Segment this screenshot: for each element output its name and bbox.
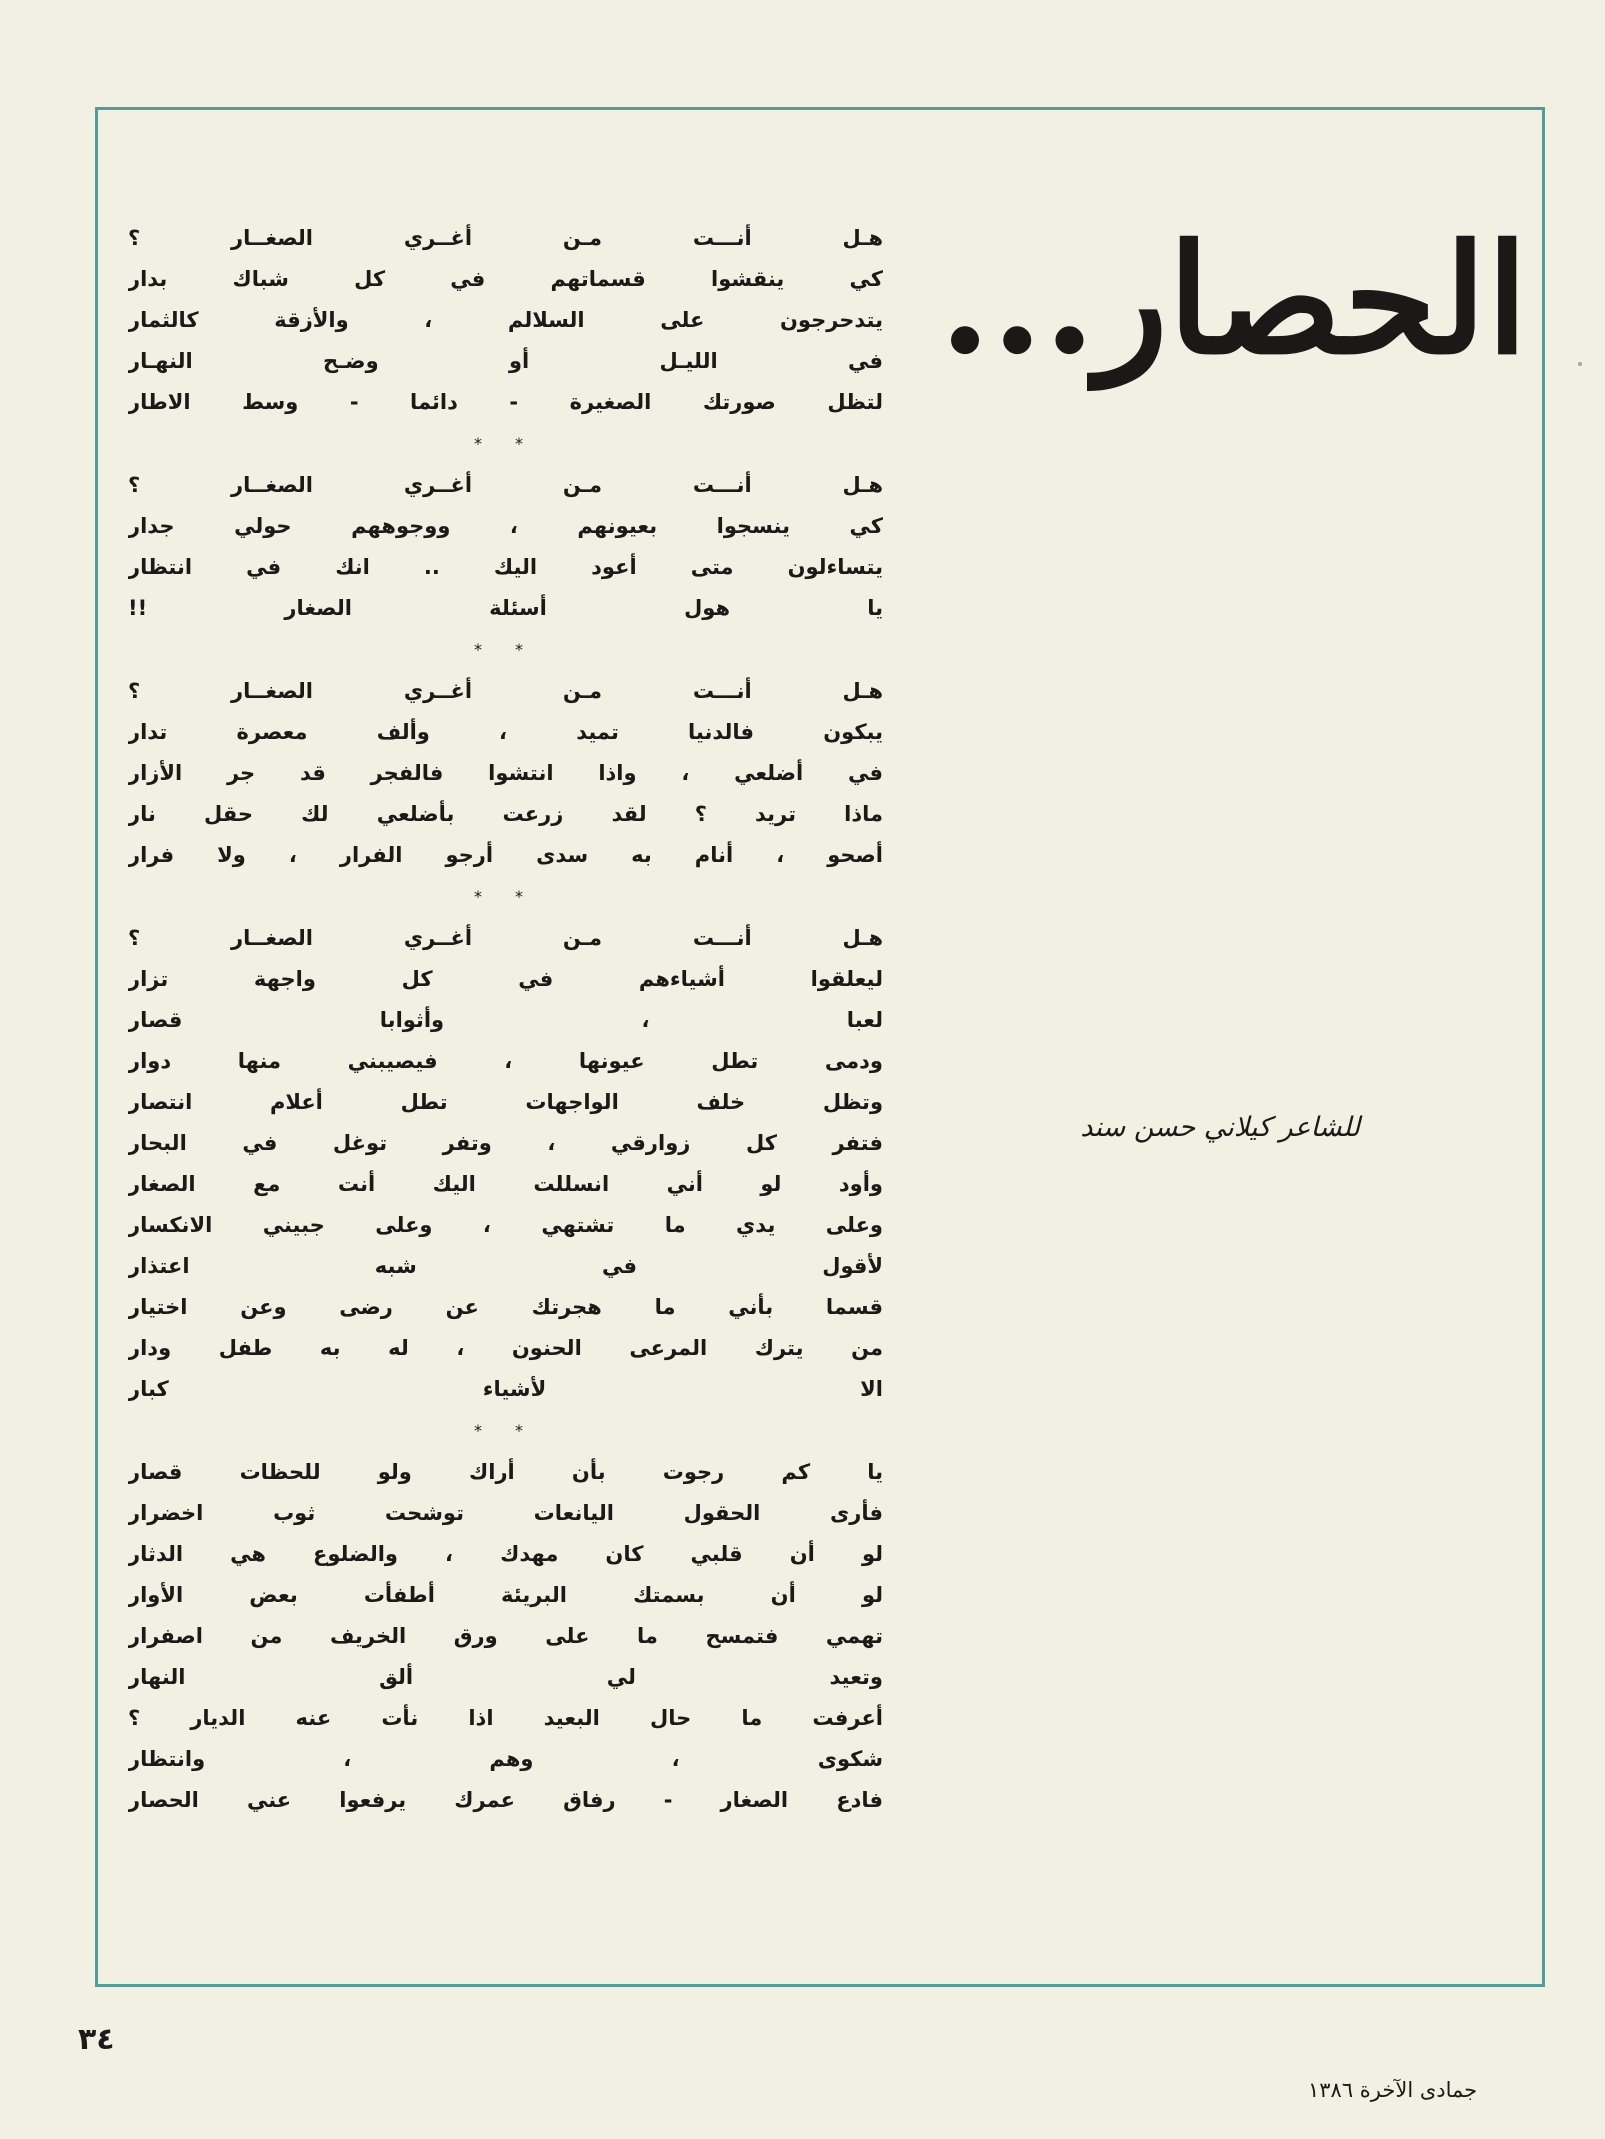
poem-line: وتظل خلف الواجهات تطل أعلام انتصار [128,1090,883,1114]
stanza-5 [128,1452,883,1821]
poem-line: وتعيد لي ألق النهار [128,1665,883,1689]
poem-line: يتساءلون متى أعود اليك .. انك في انتظار [128,555,883,579]
poem-line: ليعلقوا أشياءهم في كل واجهة تزار [128,967,883,991]
poem-line: فأرى الحقول اليانعات توشحت ثوب اخضرار [128,1501,883,1525]
poem-line: تهمي فتمسح ما على ورق الخريف من اصفرار [128,1624,883,1648]
stanza-4 [128,918,883,1410]
stanza-3 [128,671,883,876]
poem-line: يا هول أسئلة الصغار !! [128,596,883,620]
poem-line: يتدحرجون على السلالم ، والأزقة كالثمار [128,308,883,332]
poem-title [918,200,1528,440]
poem-title-text: الحصار... [938,212,1528,388]
poem-line: شكوى ، وهم ، وانتظار [128,1747,883,1771]
paper-speck [1578,362,1582,366]
poem-line: هـل أنـــت مـن أغــري الصغــار ؟ [128,926,883,950]
poem-line: لو أن قلبي كان مهدك ، والضلوع هي الدثار [128,1542,883,1566]
poem-line: لو أن بسمتك البريئة أطفأت بعض الأوار [128,1583,883,1607]
poem-line: ودمى تطل عيونها ، فيصيبني منها دوار [128,1049,883,1073]
poem-line: ماذا تريد ؟ لقد زرعت بأضلعي لك حقل نار [128,802,883,826]
poem-line: كي ينقشوا قسماتهم في كل شباك بدار [128,267,883,291]
poem-line: فادع الصغار - رفاق عمرك يرفعوا عني الحصار [128,1788,883,1812]
poem-line: لعبا ، وأثوابا قصار [128,1008,883,1032]
poem-line: من يترك المرعى الحنون ، له به طفل ودار [128,1336,883,1360]
stanza-2 [128,465,883,629]
stanza-separator: * * [473,887,538,906]
stanza-1 [128,218,883,423]
stanza-separator: * * [473,640,538,659]
poem-line: كي ينسجوا بعيونهم ، ووجوههم حولي جدار [128,514,883,538]
stanza-separator: * * [473,434,538,453]
poem-line: لتظل صورتك الصغيرة - دائما - وسط الاطار [128,390,883,414]
poem-line: في أضلعي ، واذا انتشوا فالفجر قد جر الأزار [128,761,883,785]
poem-line: هـل أنـــت مـن أغــري الصغــار ؟ [128,226,883,250]
stanza-separator: * * [473,1421,538,1440]
poem-line: هـل أنـــت مـن أغــري الصغــار ؟ [128,473,883,497]
poem-line: أصحو ، أنام به سدى أرجو الفرار ، ولا فرار [128,843,883,867]
poem-line: وعلى يدي ما تشتهي ، وعلى جبيني الانكسار [128,1213,883,1237]
poem-line: يبكون فالدنيا تميد ، وألف معصرة تدار [128,720,883,744]
poem-line: وأود لو أني انسللت اليك أنت مع الصغار [128,1172,883,1196]
poem-body [128,218,883,1821]
poem-line: يا كم رجوت بأن أراك ولو للحظات قصار [128,1460,883,1484]
poem-line: قسما بأني ما هجرتك عن رضى وعن اختيار [128,1295,883,1319]
poem-line: الا لأشياء كبار [128,1377,883,1401]
poem-line: فتفر كل زوارقي ، وتفر توغل في البحار [128,1131,883,1155]
poem-line: أعرفت ما حال البعيد اذا نأت عنه الديار ؟ [128,1706,883,1730]
poem-line: هـل أنـــت مـن أغــري الصغــار ؟ [128,679,883,703]
poet-credit: للشاعر كيلاني حسن سند [1080,1112,1360,1143]
poem-line: لأقول في شبه اعتذار [128,1254,883,1278]
poem-line: في الليـل أو وضـح النهـار [128,349,883,373]
issue-date: جمادى الآخرة ١٣٨٦ [1308,2078,1478,2102]
page-number: ٣٤ [78,2022,115,2057]
